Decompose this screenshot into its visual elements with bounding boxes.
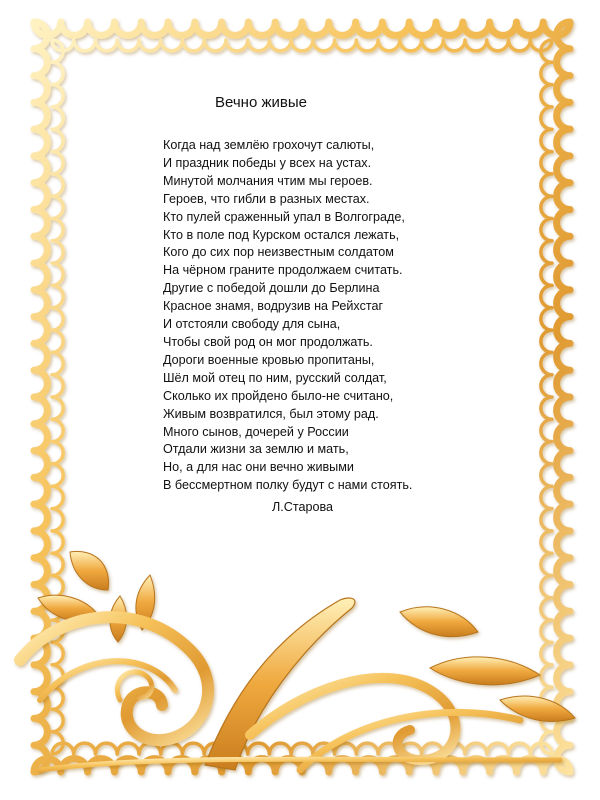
poem-line: Шёл мой отец по ним, русский солдат, — [163, 370, 387, 385]
poem-line: На чёрном граните продолжаем считать. — [163, 263, 403, 278]
poem-title: Вечно живые — [215, 94, 307, 111]
poem-line: Кто пулей сраженный упал в Волгограде, — [163, 209, 405, 224]
poem-line: Красное знамя, водрузив на Рейхстаг — [163, 299, 384, 314]
poem-line: Много сынов, дочерей у России — [163, 424, 349, 439]
poem-line: Кого до сих пор неизвестным солдатом — [163, 245, 394, 260]
poem-line: Кто в поле под Курском остался лежать, — [163, 227, 400, 242]
poem-line: Отдали жизни за землю и мать, — [163, 442, 349, 457]
poem-line: В бессмертном полку будут с нами стоять. — [163, 478, 413, 493]
poem-line: И отстояли свободу для сына, — [163, 317, 341, 332]
poem-line: Живым возвратился, был этому рад. — [163, 406, 379, 421]
poem-line: Другие с победой дошли до Берлина — [163, 281, 380, 296]
poem-lines — [163, 137, 412, 495]
poem-line: Когда над землёю грохочут салюты, — [163, 138, 375, 152]
poem-line: Чтобы свой род он мог продолжать. — [163, 334, 373, 349]
poem-line: И праздник победы у всех на устах. — [163, 155, 372, 170]
poem-line: Но, а для нас они вечно живыми — [163, 460, 354, 475]
poem-line: Минутой молчания чтим мы героев. — [163, 173, 373, 188]
poem-line: Сколько их пройдено было-не считано, — [163, 388, 394, 403]
poem-line: Героев, что гибли в разных местах. — [163, 191, 370, 206]
poem-author: Л.Старова — [272, 500, 334, 514]
poem-line: Дороги военные кровью пропитаны, — [163, 352, 375, 367]
